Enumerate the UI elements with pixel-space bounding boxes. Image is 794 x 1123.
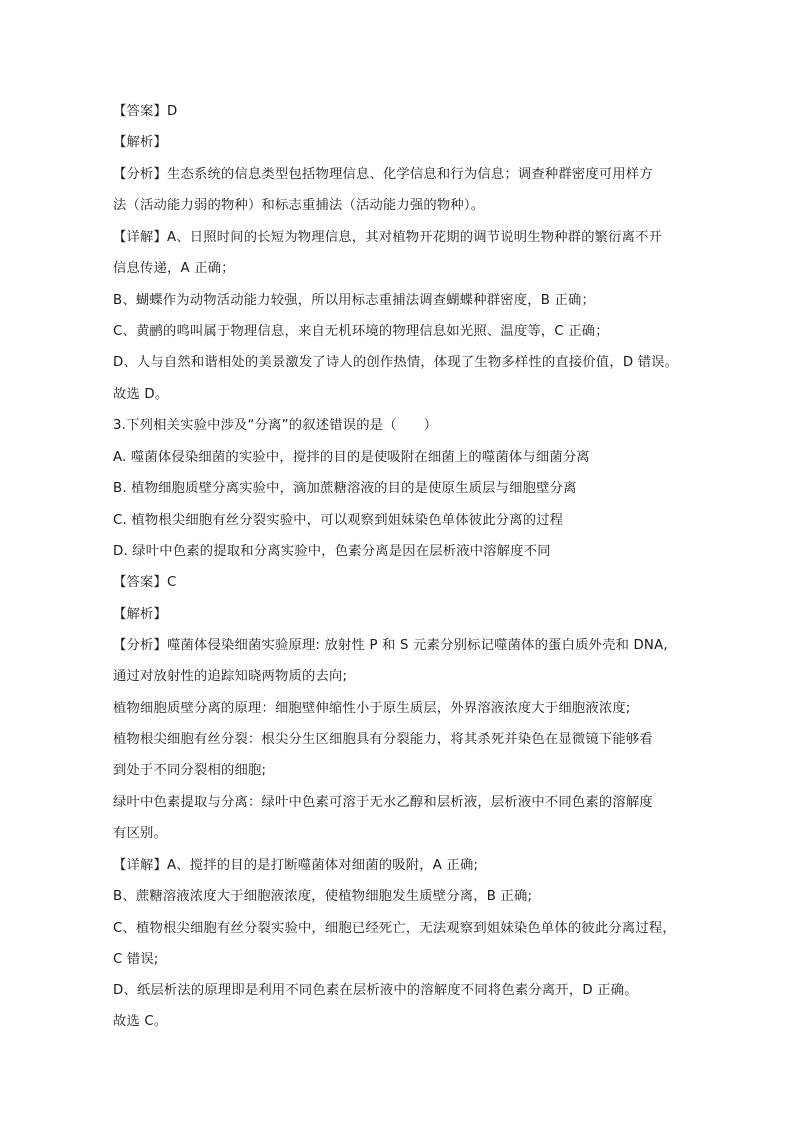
analysis-text: 法（活动能力弱的物种）和标志重捕法（活动能力强的物种）。 <box>113 198 485 213</box>
analysis-text: 绿叶中色素提取与分离：绿叶中色素可溶于无水乙醇和层析液，层析液中不同色素的溶解度 <box>113 795 653 810</box>
option-b: B. 植物细胞质壁分离实验中，滴加蔗糖溶液的目的是使原生质层与细胞壁分离 <box>113 481 577 496</box>
answer-label: 【答案】D <box>113 104 178 119</box>
detail-text: 【详解】A、日照时间的长短为物理信息，其对植物开花期的调节说明生物种群的繁衍离不开 <box>113 230 663 245</box>
option-c: C. 植物根尖细胞有丝分裂实验中，可以观察到姐妹染色单体彼此分离的过程 <box>113 513 564 528</box>
detail-text: B、蝴蝶作为动物活动能力较强，所以用标志重捕法调查蝴蝶种群密度，B 正确； <box>113 293 595 308</box>
detail-text: C、黄鹂的鸣叫属于物理信息，来自无机环境的物理信息如光照、温度等，C 正确； <box>113 324 609 339</box>
analysis-text: 到处于不同分裂相的细胞; <box>113 763 267 778</box>
analysis-text: 【分析】噬菌体侵染细菌实验原理: 放射性 P 和 S 元素分别标记噬菌体的蛋白质外壳和 DNA, <box>113 638 668 653</box>
option-d: D. 绿叶中色素的提取和分离实验中，色素分离是因在层析液中溶解度不同 <box>113 544 551 559</box>
detail-text: D、人与自然和谐相处的美景激发了诗人的创作热情，体现了生物多样性的直接价值，D 错误。 <box>113 355 679 370</box>
analysis-heading: 【解析】 <box>113 135 167 150</box>
detail-text: 信息传递，A 正确； <box>113 261 235 276</box>
analysis-text: 通过对放射性的追踪知晓两物质的去向; <box>113 669 348 684</box>
detail-text: D、纸层析法的原理即是利用不同色素在层析液中的溶解度不同将色素分离开，D 正确。 <box>113 983 638 998</box>
detail-text: C、植物根尖细胞有丝分裂实验中，细胞已经死亡，无法观察到姐妹染色单体的彼此分离过程， <box>113 921 676 936</box>
answer-label: 【答案】C <box>113 575 177 590</box>
detail-text: 【详解】A、搅拌的目的是打断噬菌体对细菌的吸附，A 正确; <box>113 858 479 873</box>
analysis-heading: 【解析】 <box>113 607 167 622</box>
question-stem: 3.下列相关实验中涉及“分离”的叙述错误的是（ ） <box>113 418 438 433</box>
conclusion-text: 故选 C。 <box>113 1014 168 1029</box>
analysis-text: 【分析】生态系统的信息类型包括物理信息、化学信息和行为信息；调查种群密度可用样方 <box>113 167 653 182</box>
option-a: A. 噬菌体侵染细菌的实验中，搅拌的目的是使吸附在细菌上的噬菌体与细菌分离 <box>113 450 590 465</box>
detail-text: B、蔗糖溶液浓度大于细胞液浓度，使植物细胞发生质壁分离，B 正确; <box>113 889 533 904</box>
analysis-text: 植物细胞质壁分离的原理：细胞壁伸缩性小于原生质层，外界溶液浓度大于细胞液浓度; <box>113 701 631 716</box>
analysis-text: 有区别。 <box>113 826 167 841</box>
analysis-text: 植物根尖细胞有丝分裂：根尖分生区细胞具有分裂能力，将其杀死并染色在显微镜下能够看 <box>113 732 653 747</box>
detail-text: C 错误; <box>113 952 159 967</box>
conclusion-text: 故选 D。 <box>113 387 169 402</box>
